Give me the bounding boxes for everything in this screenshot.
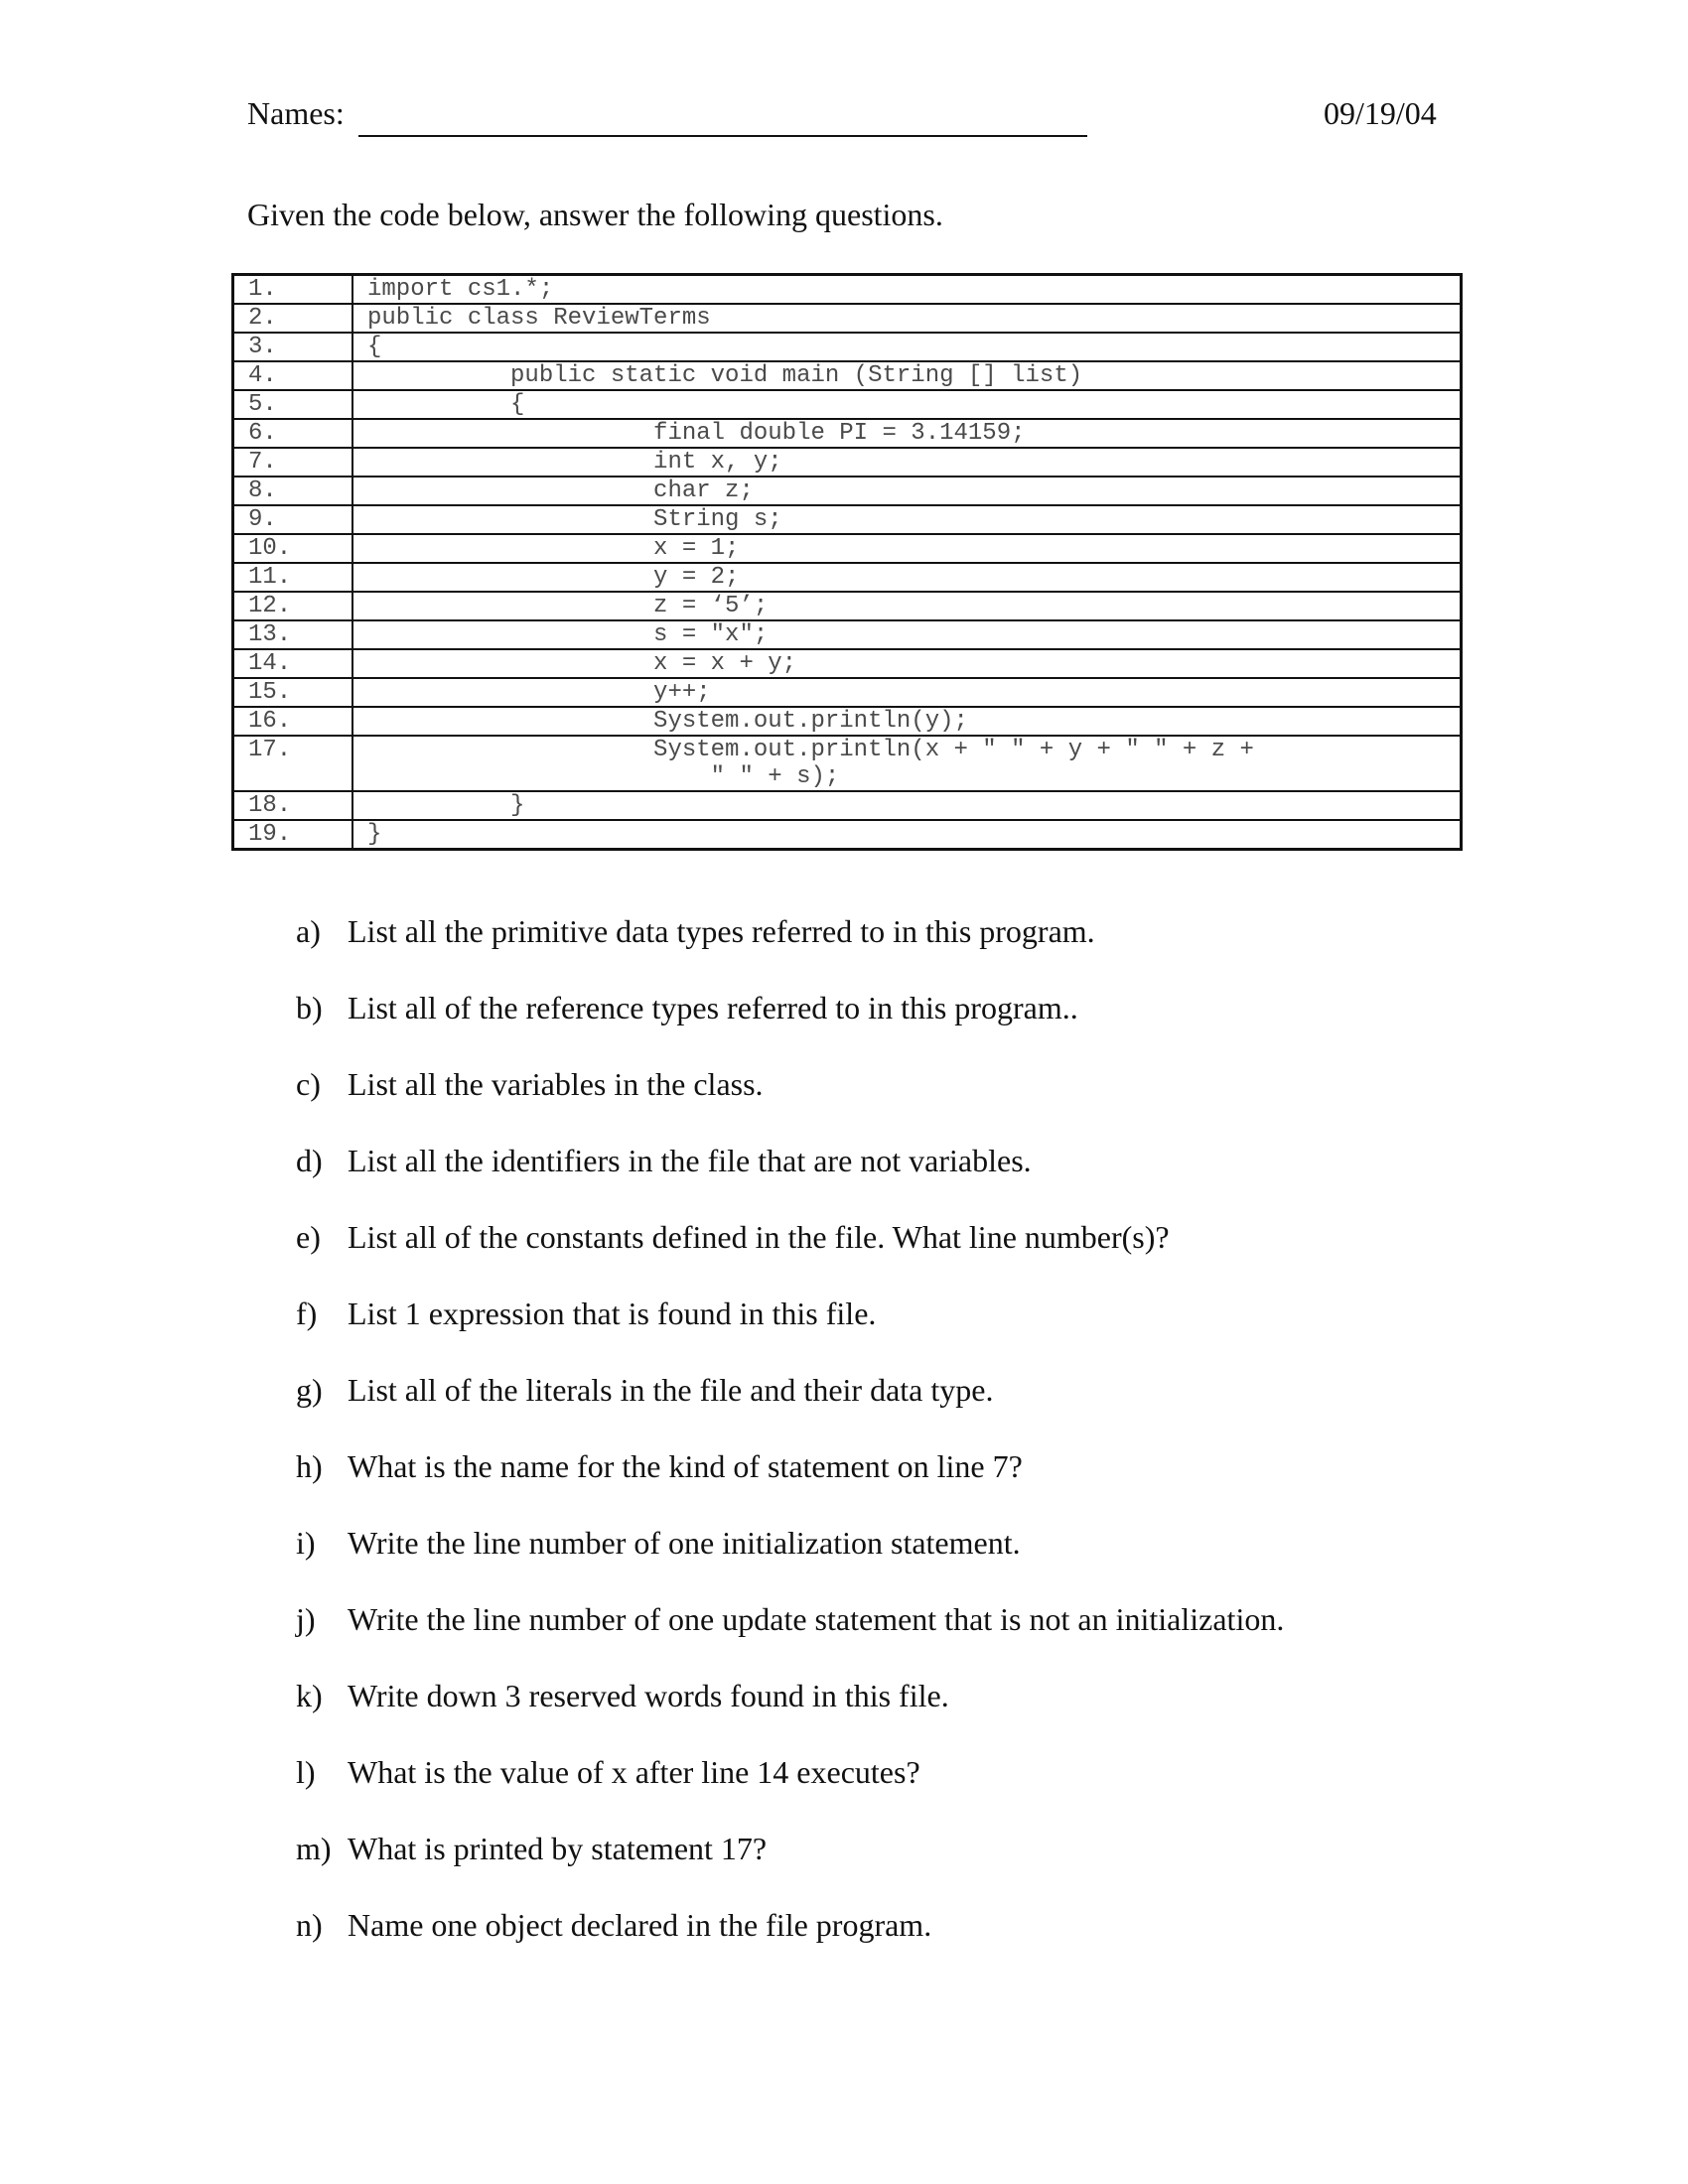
- code-line: [233, 505, 1462, 534]
- line-number: 16.: [233, 707, 353, 736]
- code-text: import cs1.*;: [352, 275, 1462, 305]
- question-text: Write down 3 reserved words found in this file.: [348, 1678, 949, 1713]
- code-line: [233, 304, 1462, 333]
- question-text: List all the identifiers in the file that are not variables.: [348, 1143, 1032, 1178]
- code-line: [233, 448, 1462, 477]
- code-line: [233, 333, 1462, 361]
- line-number: 13.: [233, 620, 353, 649]
- line-number: 10.: [233, 534, 353, 563]
- code-text: System.out.println(x + " " + y + " " + z + " " + s);: [352, 736, 1462, 791]
- question-text: What is the name for the kind of statement on line 7?: [348, 1448, 1023, 1484]
- line-number: 11.: [233, 563, 353, 592]
- code-text: s = "x";: [352, 620, 1462, 649]
- line-number: 19.: [233, 820, 353, 850]
- names-blank-line: [358, 135, 1087, 137]
- instruction-text: Given the code below, answer the following questions.: [247, 197, 943, 232]
- question-text: List all of the reference types referred to in this program..: [348, 990, 1078, 1025]
- code-line: [233, 563, 1462, 592]
- code-line: [233, 620, 1462, 649]
- question-letter: f): [296, 1296, 318, 1331]
- code-line: [233, 477, 1462, 505]
- code-text: x = x + y;: [352, 649, 1462, 678]
- code-line: [233, 592, 1462, 620]
- code-line: [233, 649, 1462, 678]
- line-number: 12.: [233, 592, 353, 620]
- worksheet-date: 09/19/04: [1324, 95, 1437, 131]
- question-text: Write the line number of one update statement that is not an initialization.: [348, 1601, 1285, 1637]
- line-number: 1.: [233, 275, 353, 305]
- question-letter: a): [296, 913, 321, 949]
- line-number: 18.: [233, 791, 353, 820]
- code-line: [233, 419, 1462, 448]
- code-text: z = ‘5’;: [352, 592, 1462, 620]
- code-text: y = 2;: [352, 563, 1462, 592]
- line-number: 17.: [233, 736, 353, 791]
- line-number: 3.: [233, 333, 353, 361]
- code-line: [233, 390, 1462, 419]
- question-text: Write the line number of one initialization statement.: [348, 1525, 1021, 1561]
- question-letter: n): [296, 1907, 323, 1943]
- code-text: public static void main (String [] list): [352, 361, 1462, 390]
- code-text: final double PI = 3.14159;: [352, 419, 1462, 448]
- line-number: 15.: [233, 678, 353, 707]
- question-letter: d): [296, 1143, 323, 1178]
- code-line: [233, 707, 1462, 736]
- code-text: System.out.println(y);: [352, 707, 1462, 736]
- question-text: Name one object declared in the file program.: [348, 1907, 932, 1943]
- question-letter: e): [296, 1219, 321, 1255]
- question-letter: k): [296, 1678, 323, 1713]
- code-text: y++;: [352, 678, 1462, 707]
- code-listing-table: [231, 273, 1463, 851]
- question-text: What is printed by statement 17?: [348, 1831, 768, 1866]
- question-text: List all of the constants defined in the file. What line number(s)?: [348, 1219, 1170, 1255]
- question-letter: i): [296, 1525, 316, 1561]
- question-letter: h): [296, 1448, 323, 1484]
- code-text: }: [352, 791, 1462, 820]
- code-text: }: [352, 820, 1462, 850]
- line-number: 7.: [233, 448, 353, 477]
- code-line: [233, 736, 1462, 791]
- code-text: public class ReviewTerms: [352, 304, 1462, 333]
- code-line: [233, 534, 1462, 563]
- code-line: [233, 820, 1462, 850]
- worksheet-header: [247, 95, 1439, 145]
- question-text: List 1 expression that is found in this file.: [348, 1296, 877, 1331]
- line-number: 6.: [233, 419, 353, 448]
- code-text: String s;: [352, 505, 1462, 534]
- code-line: [233, 791, 1462, 820]
- code-line: [233, 275, 1462, 305]
- code-text: {: [352, 333, 1462, 361]
- line-number: 2.: [233, 304, 353, 333]
- line-number: 4.: [233, 361, 353, 390]
- code-line: [233, 361, 1462, 390]
- question-letter: c): [296, 1066, 321, 1102]
- question-text: List all of the literals in the file and their data type.: [348, 1372, 994, 1408]
- code-text: char z;: [352, 477, 1462, 505]
- line-number: 9.: [233, 505, 353, 534]
- question-text: List all the primitive data types referred to in this program.: [348, 913, 1095, 949]
- question-letter: b): [296, 990, 323, 1025]
- code-text: int x, y;: [352, 448, 1462, 477]
- question-text: What is the value of x after line 14 executes?: [348, 1754, 920, 1790]
- names-label: Names:: [247, 95, 345, 131]
- line-number: 14.: [233, 649, 353, 678]
- question-letter: l): [296, 1754, 316, 1790]
- code-text: {: [352, 390, 1462, 419]
- question-text: List all the variables in the class.: [348, 1066, 764, 1102]
- code-text: x = 1;: [352, 534, 1462, 563]
- line-number: 5.: [233, 390, 353, 419]
- question-letter: j): [296, 1601, 316, 1637]
- question-letter: g): [296, 1372, 323, 1408]
- code-line: [233, 678, 1462, 707]
- question-letter: m): [296, 1831, 332, 1866]
- line-number: 8.: [233, 477, 353, 505]
